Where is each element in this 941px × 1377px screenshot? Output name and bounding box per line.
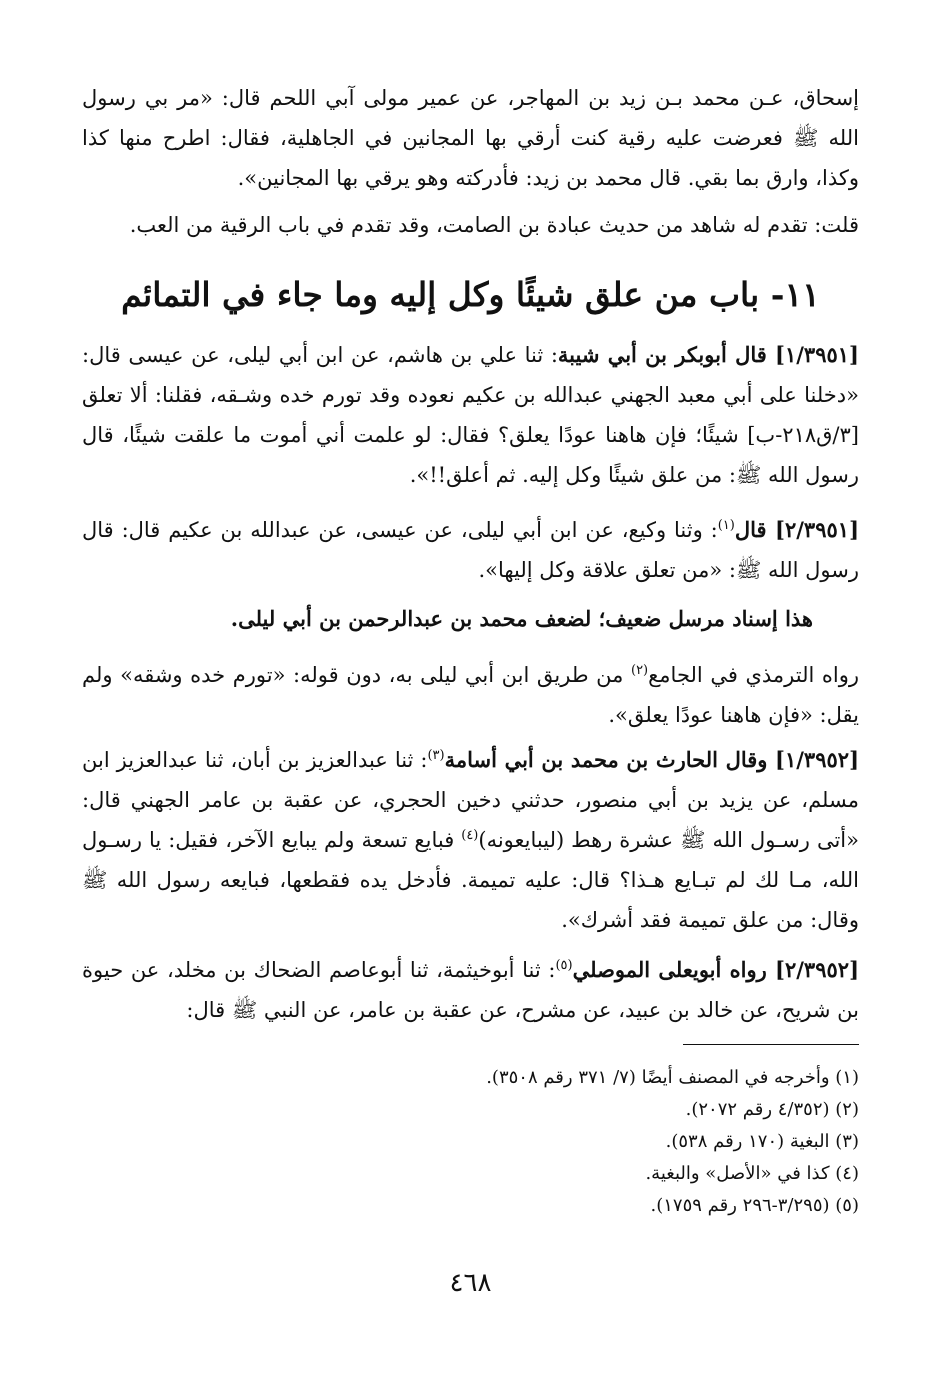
footnote-marker: (٤) — [461, 828, 479, 843]
footnote-marker: (٥) — [555, 958, 573, 973]
intro-paragraph — [82, 78, 859, 198]
page-number: ٤٦٨ — [449, 1268, 492, 1298]
hadith-ref: [٢/٣٩٥٢] رواه أبويعلى الموصلي — [572, 957, 859, 982]
note-text: قلت: تقدم له شاهد من حديث عبادة بن الصامت، وقد تقدم في باب الرقية من العب. — [129, 213, 859, 237]
footnote-marker: (٣) — [427, 748, 445, 763]
hadith-3952-2 — [82, 950, 859, 1030]
hadith-text-a: : ثنا عبدالعزيز بن أبان، ثنا عبدالعزيز ابن مسلم، عن يزيد بن أبي منصور، حدثني دخين الحجري، عن عقبة بن عامر الجهني قال: «أتى رسـول الله ﷺ عشرة رهط (ليبايعونه) — [82, 748, 859, 852]
footnote-item: (١) وأخرجه في المصنف أيضًا (٧/ ٣٧١ رقم ٣٥٠٨). — [486, 1067, 859, 1088]
hadith-text-b: فبايع تسعة ولم يبايع الآخر، فقيل: يا رسـول الله، مـا لك لم تبـايع هـذا؟ قال: عليه تميمة. فأدخل يده فقطعها، فبايعه رسول الله ﷺ وقال: من علق تميمة فقد أشرك». — [82, 828, 859, 932]
tirmidhi-text-a: رواه الترمذي في الجامع — [648, 663, 860, 687]
hadith-ref: [١/٣٩٥٢] وقال الحارث بن محمد بن أبي أسامة — [444, 747, 859, 772]
tirmidhi-note — [82, 655, 859, 735]
footnote-item: (٣) البغية (١٧٠ رقم ٥٣٨). — [665, 1131, 859, 1152]
hadith-ref: [١/٣٩٥١] قال أبوبكر بن أبي شيبة — [557, 342, 859, 367]
grading-statement: هذا إسناد مرسل ضعيف؛ لضعف محمد بن عبدالرحمن بن أبي ليلى. — [230, 606, 813, 631]
hadith-text: : ثنا أبوخيثمة، ثنا أبوعاصم الضحاك بن مخلد، عن حيوة بن شريح، عن خالد بن عبيد، عن مشرح، عن عقبة بن عامر، عن النبي ﷺ قال: — [82, 958, 859, 1022]
footnotes — [82, 1062, 859, 1222]
hadith-3951-1 — [82, 335, 859, 495]
chapter-heading: ١١- باب من علق شيئًا وكل إليه وما جاء في التمائم — [121, 275, 820, 314]
hadith-text: : ثنا علي بن هاشم، عن ابن أبي ليلى، عن عيسى قال: «دخلنا على أبي معبد الجهني عبدالله بن عكيم نعوده وقد تورم خده وشـقه، فقلنا: ألا تعلق [٣/ق٢١٨-ب] شيئًا؛ فإن هاهنا عودًا يعلق؟ فقال: لو علمت أني أموت ما علقت شيئًا، قال رسول الله ﷺ: من علق شيئًا وكل إليه. ثم أعلق!!». — [82, 343, 859, 487]
footnote-item: (٢) (٤/٣٥٢ رقم ٢٠٧٢). — [685, 1099, 859, 1120]
footnote-item: (٥) (٣/٢٩٥-٢٩٦ رقم ١٧٥٩). — [650, 1195, 859, 1216]
hadith-3951-2 — [82, 510, 859, 590]
intro-text: إسحاق، عـن محمد بـن زيد بن المهاجر، عن عمير مولى آبي اللحم قال: «مر بي رسول الله ﷺ فعرضت عليه رقية كنت أرقي بها المجانين في الجاهلية، فقال: اطرح منها كذا وكذا، وارق بما بقي. قال محمد بن زيد: فأدركته وهو يرقي بها المجانين». — [82, 86, 859, 190]
tirmidhi-text-b: من طريق ابن أبي ليلى به، دون قوله: «تورم خده وشقه» ولم يقل: «فإن هاهنا عودًا يعلق». — [82, 663, 859, 727]
note-paragraph — [82, 205, 859, 245]
footnote-divider — [683, 1044, 859, 1045]
hadith-ref: [٢/٣٩٥١] قال — [734, 517, 859, 542]
footnote-item: (٤) كذا في «الأصل» والبغية. — [645, 1163, 859, 1184]
footnote-marker: (١) — [717, 518, 735, 533]
hadith-3952-1 — [82, 740, 859, 940]
hadith-text: : وثنا وكيع، عن ابن أبي ليلى، عن عيسى، عن عبدالله بن عكيم قال: قال رسول الله ﷺ: «من تعلق علاقة وكل إليها». — [82, 518, 859, 582]
footnote-marker: (٢) — [630, 663, 649, 678]
